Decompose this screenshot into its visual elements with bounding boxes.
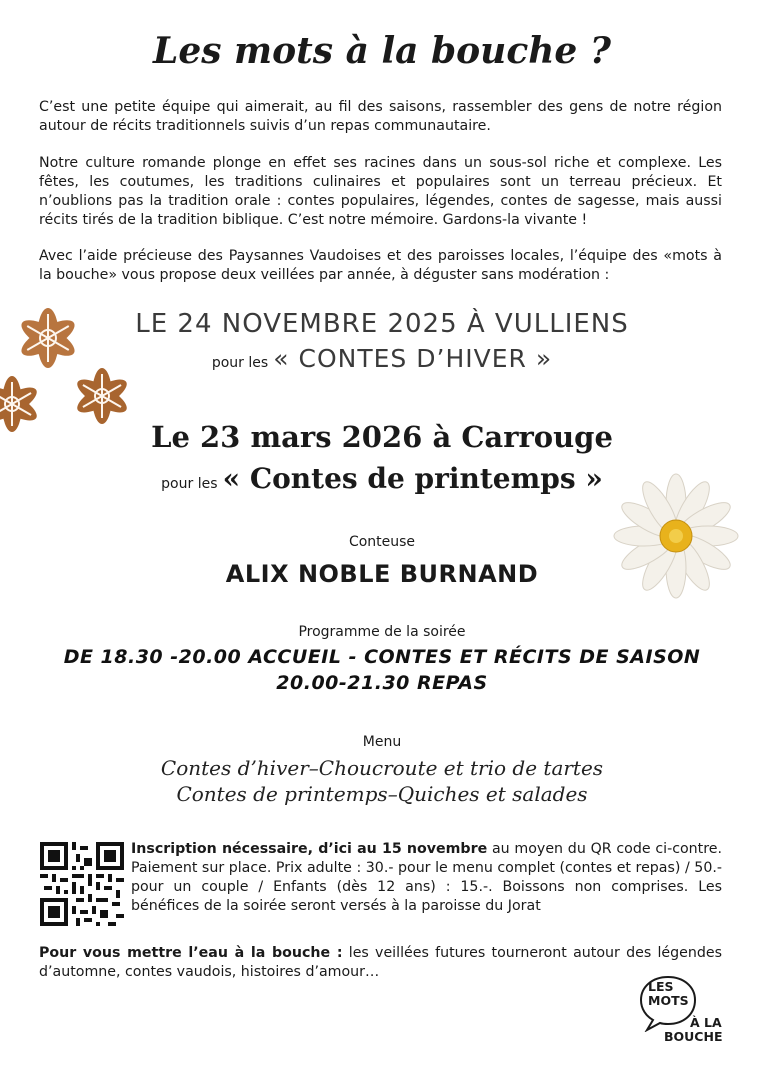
- event-1-subtitle: [0, 344, 764, 373]
- logo-line-4: BOUCHE: [664, 1029, 723, 1044]
- intro-paragraph-3: Avec l’aide précieuse des Paysannes Vaudoises et des paroisses locales, l’équipe des «mots à la bouche» vous propose deux veillées par année, à déguster sans modération :: [39, 248, 722, 283]
- page-title: Les mots à la bouche ?: [153, 30, 611, 72]
- registration-qr-code[interactable]: [40, 842, 124, 926]
- les-mots-a-la-bouche-logo: [638, 974, 728, 1050]
- event-1-date: LE 24 NOVEMBRE 2025 À VULLIENS: [135, 309, 629, 339]
- menu-label: Menu: [362, 734, 402, 750]
- logo-line-3: À LA: [690, 1015, 722, 1030]
- logo-line-1: LES: [648, 979, 674, 994]
- intro-paragraph-2: Notre culture romande plonge en effet ses racines dans un sous-sol riche et complexe. Les fêtes, les coutumes, les traditions culinaires et populaires sont un terreau précieux. Et n’oublions pas la tradition orale : contes populaires, légendes, contes de sagesse, mais aussi récits tirés de la tradition biblique. C’est notre mémoire. Gardons-la vivante !: [39, 155, 722, 228]
- menu-line-2: Contes de printemps–Quiches et salades: [176, 782, 588, 806]
- registration-deadline: Inscription nécessaire, d’ici au 15 novembre: [131, 841, 488, 857]
- future-events-text: les veillées futures tourneront autour des légendes d’automne, contes vaudois, histoires d’amour…: [39, 945, 722, 980]
- program-line-1: DE 18.30 -20.00 ACCUEIL - CONTES ET RÉCITS DE SAISON: [63, 646, 701, 668]
- event-2-prefix: pour les: [161, 476, 218, 492]
- event-2-name: « Contes de printemps »: [222, 462, 603, 495]
- storyteller-label: Conteuse: [348, 534, 416, 550]
- storyteller-name: ALIX NOBLE BURNAND: [225, 560, 539, 588]
- logo-line-2: MOTS: [648, 993, 689, 1008]
- menu-line-1: Contes d’hiver–Choucroute et trio de tartes: [160, 756, 604, 780]
- event-2-date: Le 23 mars 2026 à Carrouge: [151, 420, 613, 454]
- registration-details: au moyen du QR code ci-contre. Paiement sur place. Prix adulte : 30.- pour le menu complet (contes et repas) / 50.- pour un couple / Enfants (dès 12 ans) : 15.-. Boissons non comprises. Les bénéfices de la soirée seront versés à la paroisse du Jorat: [131, 841, 723, 914]
- cookie-2: [73, 368, 131, 424]
- program-line-2: 20.00-21.30 REPAS: [276, 672, 488, 694]
- registration-info: [131, 840, 722, 916]
- event-1-name: « CONTES D’HIVER »: [273, 344, 553, 373]
- program-label: Programme de la soirée: [298, 624, 466, 640]
- future-events-info: [39, 944, 722, 982]
- intro-paragraph-1: C’est une petite équipe qui aimerait, au fil des saisons, rassembler des gens de notre région autour de récits traditionnels suivis d’un repas communautaire.: [39, 99, 722, 134]
- future-events-heading: Pour vous mettre l’eau à la bouche :: [39, 945, 343, 961]
- event-1-prefix: pour les: [211, 355, 269, 371]
